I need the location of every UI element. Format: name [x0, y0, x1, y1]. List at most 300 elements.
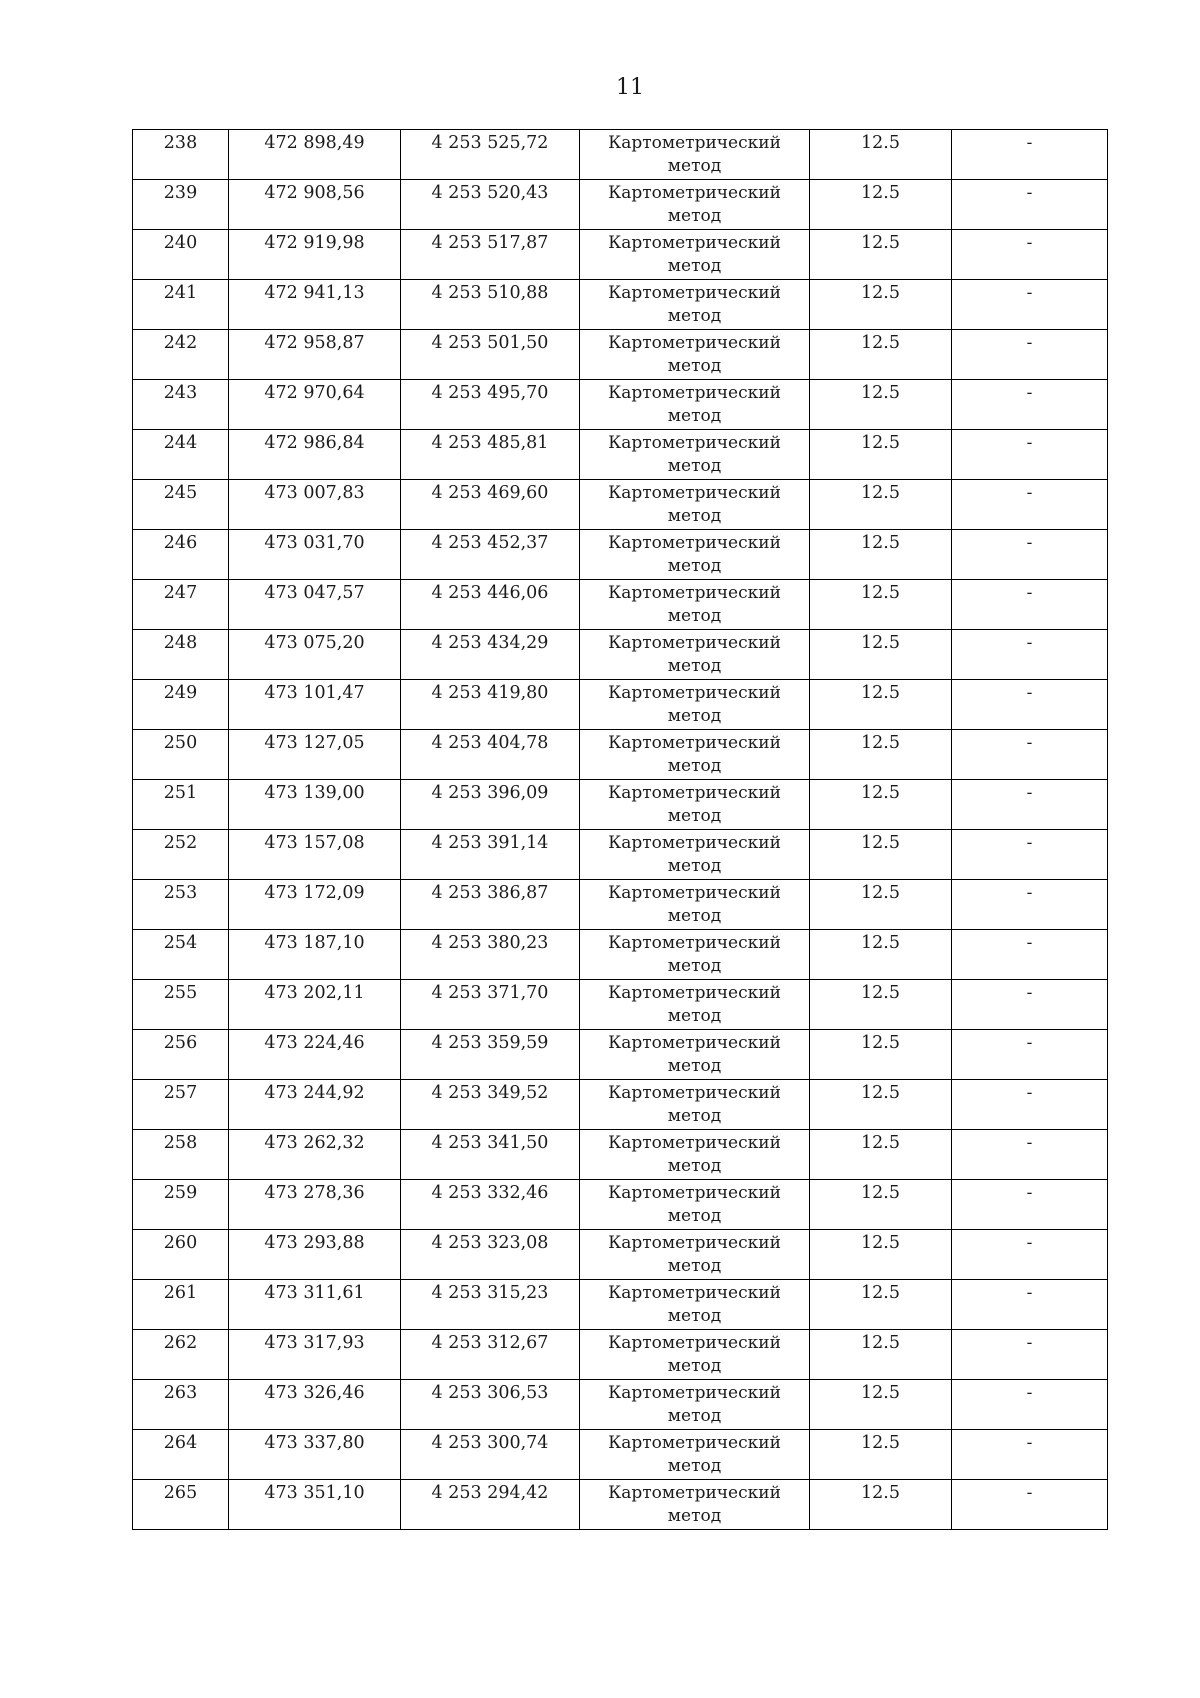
table-row [133, 230, 1108, 280]
accuracy-cell [810, 380, 952, 430]
accuracy-cell [810, 1230, 952, 1280]
description-cell [952, 1130, 1108, 1180]
y-coordinate-cell-text: 4 253 404,78 [431, 733, 549, 753]
method-cell-text: Картометрический метод [608, 433, 781, 476]
description-cell [952, 830, 1108, 880]
y-coordinate-cell-text: 4 253 520,43 [431, 183, 549, 203]
method-cell [580, 180, 810, 230]
method-cell-text: Картометрический метод [608, 633, 781, 676]
x-coordinate-cell-text: 473 224,46 [264, 1033, 365, 1053]
table-row [133, 1330, 1108, 1380]
method-cell-text: Картометрический метод [608, 283, 781, 326]
description-cell [952, 380, 1108, 430]
x-coordinate-cell [229, 1230, 401, 1280]
x-coordinate-cell [229, 180, 401, 230]
method-cell [580, 1080, 810, 1130]
y-coordinate-cell-text: 4 253 396,09 [431, 783, 549, 803]
description-cell [952, 880, 1108, 930]
accuracy-cell [810, 1030, 952, 1080]
accuracy-cell [810, 1380, 952, 1430]
y-coordinate-cell [401, 1380, 580, 1430]
x-coordinate-cell [229, 280, 401, 330]
accuracy-cell-text: 12.5 [861, 583, 900, 603]
method-cell-text: Картометрический метод [608, 983, 781, 1026]
x-coordinate-cell [229, 980, 401, 1030]
y-coordinate-cell [401, 280, 580, 330]
description-cell-text: - [1026, 383, 1033, 403]
point-number-cell-text: 240 [163, 233, 198, 253]
description-cell [952, 1030, 1108, 1080]
x-coordinate-cell-text: 472 986,84 [264, 433, 365, 453]
page-number: 11 [616, 75, 644, 100]
description-cell-text: - [1026, 1383, 1033, 1403]
table-row [133, 630, 1108, 680]
table-row [133, 280, 1108, 330]
y-coordinate-cell [401, 630, 580, 680]
accuracy-cell-text: 12.5 [861, 633, 900, 653]
y-coordinate-cell [401, 430, 580, 480]
coordinates-table-body [133, 130, 1108, 1530]
description-cell-text: - [1026, 883, 1033, 903]
accuracy-cell-text: 12.5 [861, 483, 900, 503]
method-cell-text: Картометрический метод [608, 133, 781, 176]
y-coordinate-cell-text: 4 253 371,70 [431, 983, 549, 1003]
method-cell-text: Картометрический метод [608, 933, 781, 976]
accuracy-cell [810, 580, 952, 630]
description-cell-text: - [1026, 533, 1033, 553]
description-cell-text: - [1026, 1333, 1033, 1353]
y-coordinate-cell [401, 1430, 580, 1480]
description-cell [952, 530, 1108, 580]
point-number-cell-text: 243 [163, 383, 198, 403]
method-cell [580, 1180, 810, 1230]
y-coordinate-cell-text: 4 253 294,42 [431, 1483, 549, 1503]
point-number-cell [133, 1280, 229, 1330]
method-cell-text: Картометрический метод [608, 833, 781, 876]
y-coordinate-cell [401, 930, 580, 980]
method-cell [580, 1130, 810, 1180]
method-cell-text: Картометрический метод [608, 333, 781, 376]
table-row [133, 130, 1108, 180]
y-coordinate-cell [401, 130, 580, 180]
point-number-cell [133, 1480, 229, 1530]
method-cell [580, 880, 810, 930]
x-coordinate-cell-text: 473 007,83 [264, 483, 365, 503]
point-number-cell [133, 280, 229, 330]
description-cell-text: - [1026, 133, 1033, 153]
x-coordinate-cell [229, 780, 401, 830]
point-number-cell-text: 264 [163, 1433, 198, 1453]
description-cell-text: - [1026, 433, 1033, 453]
point-number-cell [133, 380, 229, 430]
description-cell-text: - [1026, 1233, 1033, 1253]
y-coordinate-cell [401, 880, 580, 930]
description-cell [952, 1230, 1108, 1280]
x-coordinate-cell-text: 473 172,09 [264, 883, 365, 903]
y-coordinate-cell [401, 180, 580, 230]
description-cell-text: - [1026, 1283, 1033, 1303]
method-cell-text: Картометрический метод [608, 533, 781, 576]
x-coordinate-cell [229, 1430, 401, 1480]
description-cell [952, 930, 1108, 980]
x-coordinate-cell-text: 473 337,80 [264, 1433, 365, 1453]
description-cell-text: - [1026, 733, 1033, 753]
method-cell-text: Картометрический метод [608, 383, 781, 426]
point-number-cell [133, 1380, 229, 1430]
method-cell [580, 480, 810, 530]
y-coordinate-cell [401, 980, 580, 1030]
method-cell-text: Картометрический метод [608, 183, 781, 226]
y-coordinate-cell [401, 330, 580, 380]
description-cell [952, 230, 1108, 280]
y-coordinate-cell [401, 230, 580, 280]
description-cell [952, 1430, 1108, 1480]
accuracy-cell-text: 12.5 [861, 1483, 900, 1503]
accuracy-cell [810, 730, 952, 780]
coordinates-table [132, 129, 1108, 1530]
method-cell [580, 1330, 810, 1380]
table-row [133, 430, 1108, 480]
table-row [133, 930, 1108, 980]
y-coordinate-cell [401, 1330, 580, 1380]
method-cell [580, 330, 810, 380]
point-number-cell-text: 263 [163, 1383, 198, 1403]
x-coordinate-cell-text: 473 101,47 [264, 683, 365, 703]
y-coordinate-cell-text: 4 253 510,88 [431, 283, 549, 303]
accuracy-cell [810, 530, 952, 580]
method-cell [580, 1430, 810, 1480]
method-cell-text: Картометрический метод [608, 1133, 781, 1176]
description-cell-text: - [1026, 283, 1033, 303]
point-number-cell [133, 580, 229, 630]
table-row [133, 180, 1108, 230]
point-number-cell-text: 250 [163, 733, 198, 753]
y-coordinate-cell-text: 4 253 380,23 [431, 933, 549, 953]
accuracy-cell-text: 12.5 [861, 1083, 900, 1103]
x-coordinate-cell-text: 472 941,13 [264, 283, 365, 303]
table-row [133, 330, 1108, 380]
y-coordinate-cell [401, 780, 580, 830]
x-coordinate-cell-text: 472 970,64 [264, 383, 365, 403]
point-number-cell-text: 251 [163, 783, 198, 803]
point-number-cell [133, 530, 229, 580]
x-coordinate-cell [229, 230, 401, 280]
point-number-cell [133, 1180, 229, 1230]
method-cell [580, 630, 810, 680]
x-coordinate-cell [229, 1080, 401, 1130]
y-coordinate-cell [401, 1080, 580, 1130]
point-number-cell [133, 330, 229, 380]
y-coordinate-cell [401, 1230, 580, 1280]
point-number-cell [133, 680, 229, 730]
accuracy-cell-text: 12.5 [861, 183, 900, 203]
table-row [133, 580, 1108, 630]
method-cell-text: Картометрический метод [608, 883, 781, 926]
point-number-cell-text: 239 [163, 183, 198, 203]
description-cell-text: - [1026, 983, 1033, 1003]
method-cell-text: Картометрический метод [608, 1433, 781, 1476]
point-number-cell [133, 980, 229, 1030]
x-coordinate-cell-text: 473 075,20 [264, 633, 365, 653]
method-cell-text: Картометрический метод [608, 233, 781, 276]
accuracy-cell [810, 430, 952, 480]
description-cell [952, 580, 1108, 630]
y-coordinate-cell-text: 4 253 452,37 [431, 533, 549, 553]
y-coordinate-cell-text: 4 253 469,60 [431, 483, 549, 503]
point-number-cell [133, 830, 229, 880]
point-number-cell-text: 252 [163, 833, 198, 853]
point-number-cell-text: 261 [163, 1283, 198, 1303]
method-cell [580, 130, 810, 180]
description-cell-text: - [1026, 233, 1033, 253]
description-cell [952, 480, 1108, 530]
y-coordinate-cell-text: 4 253 525,72 [431, 133, 549, 153]
x-coordinate-cell [229, 1480, 401, 1530]
y-coordinate-cell-text: 4 253 485,81 [431, 433, 549, 453]
table-row [133, 380, 1108, 430]
description-cell-text: - [1026, 1133, 1033, 1153]
description-cell [952, 980, 1108, 1030]
accuracy-cell [810, 1280, 952, 1330]
y-coordinate-cell [401, 380, 580, 430]
x-coordinate-cell-text: 473 047,57 [264, 583, 365, 603]
y-coordinate-cell [401, 1180, 580, 1230]
x-coordinate-cell [229, 880, 401, 930]
description-cell [952, 730, 1108, 780]
accuracy-cell [810, 630, 952, 680]
accuracy-cell-text: 12.5 [861, 1333, 900, 1353]
point-number-cell-text: 265 [163, 1483, 198, 1503]
description-cell [952, 1330, 1108, 1380]
accuracy-cell-text: 12.5 [861, 233, 900, 253]
point-number-cell-text: 242 [163, 333, 198, 353]
description-cell-text: - [1026, 833, 1033, 853]
point-number-cell [133, 1130, 229, 1180]
x-coordinate-cell-text: 473 202,11 [264, 983, 365, 1003]
accuracy-cell-text: 12.5 [861, 433, 900, 453]
point-number-cell-text: 241 [163, 283, 198, 303]
x-coordinate-cell [229, 530, 401, 580]
point-number-cell-text: 244 [163, 433, 198, 453]
table-row [133, 1030, 1108, 1080]
accuracy-cell [810, 1480, 952, 1530]
table-row [133, 1080, 1108, 1130]
x-coordinate-cell [229, 380, 401, 430]
accuracy-cell-text: 12.5 [861, 733, 900, 753]
table-row [133, 780, 1108, 830]
accuracy-cell-text: 12.5 [861, 1183, 900, 1203]
point-number-cell [133, 880, 229, 930]
y-coordinate-cell-text: 4 253 386,87 [431, 883, 549, 903]
accuracy-cell [810, 1430, 952, 1480]
x-coordinate-cell [229, 430, 401, 480]
point-number-cell-text: 238 [163, 133, 198, 153]
accuracy-cell [810, 180, 952, 230]
y-coordinate-cell [401, 1480, 580, 1530]
y-coordinate-cell [401, 1130, 580, 1180]
method-cell-text: Картометрический метод [608, 1483, 781, 1526]
x-coordinate-cell-text: 473 157,08 [264, 833, 365, 853]
accuracy-cell [810, 1080, 952, 1130]
table-row [133, 880, 1108, 930]
y-coordinate-cell-text: 4 253 300,74 [431, 1433, 549, 1453]
method-cell [580, 230, 810, 280]
x-coordinate-cell [229, 1030, 401, 1080]
method-cell-text: Картометрический метод [608, 783, 781, 826]
y-coordinate-cell-text: 4 253 349,52 [431, 1083, 549, 1103]
table-row [133, 830, 1108, 880]
y-coordinate-cell-text: 4 253 341,50 [431, 1133, 549, 1153]
x-coordinate-cell [229, 130, 401, 180]
point-number-cell-text: 260 [163, 1233, 198, 1253]
x-coordinate-cell-text: 473 351,10 [264, 1483, 365, 1503]
method-cell [580, 780, 810, 830]
description-cell [952, 430, 1108, 480]
y-coordinate-cell-text: 4 253 315,23 [431, 1283, 549, 1303]
y-coordinate-cell-text: 4 253 517,87 [431, 233, 549, 253]
point-number-cell [133, 930, 229, 980]
point-number-cell [133, 230, 229, 280]
method-cell-text: Картометрический метод [608, 1283, 781, 1326]
description-cell [952, 130, 1108, 180]
method-cell [580, 580, 810, 630]
x-coordinate-cell [229, 1180, 401, 1230]
accuracy-cell-text: 12.5 [861, 1033, 900, 1053]
point-number-cell-text: 257 [163, 1083, 198, 1103]
table-row [133, 980, 1108, 1030]
point-number-cell [133, 1080, 229, 1130]
y-coordinate-cell [401, 730, 580, 780]
description-cell-text: - [1026, 683, 1033, 703]
accuracy-cell-text: 12.5 [861, 1383, 900, 1403]
x-coordinate-cell-text: 472 919,98 [264, 233, 365, 253]
method-cell [580, 830, 810, 880]
point-number-cell-text: 246 [163, 533, 198, 553]
method-cell [580, 980, 810, 1030]
table-row [133, 730, 1108, 780]
method-cell [580, 1030, 810, 1080]
description-cell-text: - [1026, 933, 1033, 953]
method-cell-text: Картометрический метод [608, 1083, 781, 1126]
y-coordinate-cell-text: 4 253 501,50 [431, 333, 549, 353]
x-coordinate-cell [229, 830, 401, 880]
accuracy-cell [810, 280, 952, 330]
description-cell-text: - [1026, 1083, 1033, 1103]
point-number-cell-text: 247 [163, 583, 198, 603]
y-coordinate-cell [401, 1030, 580, 1080]
x-coordinate-cell-text: 473 293,88 [264, 1233, 365, 1253]
x-coordinate-cell [229, 730, 401, 780]
y-coordinate-cell-text: 4 253 391,14 [431, 833, 549, 853]
accuracy-cell [810, 230, 952, 280]
accuracy-cell [810, 780, 952, 830]
y-coordinate-cell [401, 480, 580, 530]
description-cell [952, 1280, 1108, 1330]
method-cell [580, 730, 810, 780]
point-number-cell [133, 780, 229, 830]
point-number-cell-text: 253 [163, 883, 198, 903]
method-cell-text: Картометрический метод [608, 733, 781, 776]
description-cell [952, 1380, 1108, 1430]
method-cell-text: Картометрический метод [608, 1183, 781, 1226]
description-cell-text: - [1026, 333, 1033, 353]
table-row [133, 480, 1108, 530]
point-number-cell [133, 730, 229, 780]
description-cell [952, 330, 1108, 380]
accuracy-cell-text: 12.5 [861, 933, 900, 953]
x-coordinate-cell [229, 680, 401, 730]
method-cell [580, 1380, 810, 1430]
description-cell-text: - [1026, 1183, 1033, 1203]
accuracy-cell-text: 12.5 [861, 1233, 900, 1253]
description-cell [952, 180, 1108, 230]
accuracy-cell [810, 480, 952, 530]
table-row [133, 1380, 1108, 1430]
method-cell-text: Картометрический метод [608, 683, 781, 726]
point-number-cell-text: 254 [163, 933, 198, 953]
method-cell-text: Картометрический метод [608, 1383, 781, 1426]
accuracy-cell [810, 1330, 952, 1380]
table-row [133, 1280, 1108, 1330]
accuracy-cell-text: 12.5 [861, 1133, 900, 1153]
method-cell-text: Картометрический метод [608, 1333, 781, 1376]
point-number-cell [133, 180, 229, 230]
point-number-cell [133, 1430, 229, 1480]
accuracy-cell-text: 12.5 [861, 533, 900, 553]
accuracy-cell [810, 130, 952, 180]
x-coordinate-cell [229, 330, 401, 380]
x-coordinate-cell-text: 472 898,49 [264, 133, 365, 153]
y-coordinate-cell-text: 4 253 495,70 [431, 383, 549, 403]
method-cell-text: Картометрический метод [608, 1033, 781, 1076]
method-cell-text: Картометрический метод [608, 1233, 781, 1276]
table-row [133, 680, 1108, 730]
y-coordinate-cell-text: 4 253 306,53 [431, 1383, 549, 1403]
description-cell-text: - [1026, 183, 1033, 203]
x-coordinate-cell-text: 473 311,61 [264, 1283, 365, 1303]
accuracy-cell-text: 12.5 [861, 983, 900, 1003]
y-coordinate-cell-text: 4 253 312,67 [431, 1333, 549, 1353]
y-coordinate-cell [401, 680, 580, 730]
point-number-cell [133, 1030, 229, 1080]
accuracy-cell [810, 330, 952, 380]
y-coordinate-cell-text: 4 253 359,59 [431, 1033, 549, 1053]
x-coordinate-cell [229, 580, 401, 630]
accuracy-cell-text: 12.5 [861, 383, 900, 403]
accuracy-cell [810, 980, 952, 1030]
accuracy-cell [810, 1180, 952, 1230]
method-cell [580, 530, 810, 580]
table-row [133, 1430, 1108, 1480]
point-number-cell-text: 248 [163, 633, 198, 653]
accuracy-cell-text: 12.5 [861, 833, 900, 853]
accuracy-cell [810, 680, 952, 730]
x-coordinate-cell [229, 1280, 401, 1330]
x-coordinate-cell [229, 1130, 401, 1180]
x-coordinate-cell-text: 473 031,70 [264, 533, 365, 553]
method-cell [580, 280, 810, 330]
x-coordinate-cell-text: 473 127,05 [264, 733, 365, 753]
description-cell [952, 1480, 1108, 1530]
method-cell-text: Картометрический метод [608, 583, 781, 626]
y-coordinate-cell-text: 4 253 419,80 [431, 683, 549, 703]
x-coordinate-cell [229, 630, 401, 680]
accuracy-cell [810, 830, 952, 880]
accuracy-cell-text: 12.5 [861, 683, 900, 703]
y-coordinate-cell [401, 580, 580, 630]
method-cell [580, 680, 810, 730]
description-cell [952, 680, 1108, 730]
